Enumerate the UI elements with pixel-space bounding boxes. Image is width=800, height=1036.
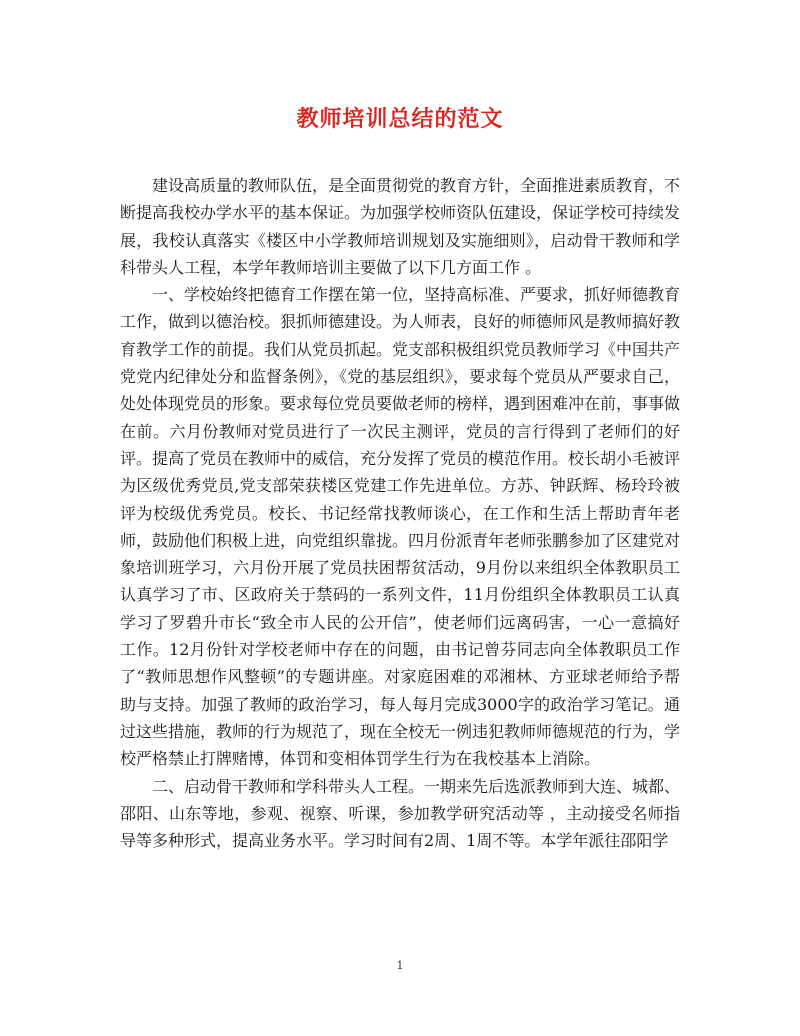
document-title: 教师培训总结的范文 xyxy=(296,107,504,132)
paragraph-section-one: 一、学校始终把德育工作摆在第一位，坚持高标准、严要求，抓好师德教育工作，做到以德治校。狠抓师德建设。为人师表，良好的师德师风是教师搞好教育教学工作的前提。我们从党员抓起。党支部积极组织党员教师学习《中国共产党党内纪律处分和监督条例》，《党的基层组织》，要求每个党员从严要求自己，处处体现党员的形象。要求每位党员要做老师的榜样，遇到困难冲在前，事事做在前。六月份教师对党员进行了一次民主测评，党员的言行得到了老师们的好评。提高了党员在教师中的威信，充分发挥了党员的模范作用。校长胡小毛被评为区级优秀党员,党支部荣获楼区党建工作先进单位。方苏、钟跃辉、杨玲玲被评为校级优秀党员。校长、书记经常找教师谈心，在工作和生活上帮助青年老师，鼓励他们积极上进，向党组织靠拢。四月份派青年老师张鹏参加了区建党对象培训班学习，六月份开展了党员扶困帮贫活动，9月份以来组织全体教职员工认真学习了市、区政府关于禁码的一系列文件，11月份组织全体教职员工认真学习了罗碧升市长“致全市人民的公开信”，使老师们远离码害，一心一意搞好工作。12月份针对学校老师中存在的问题，由书记曾芬同志向全体教职员工作了“教师思想作风整顿”的专题讲座。对家庭困难的邓湘林、方亚球老师给予帮助与支持。加强了教师的政治学习，每人每月完成3000字的政治学习笔记。通过这些措施，教师的行为规范了，现在全校无一例违犯教师师德规范的行为，学校严格禁止打牌赌博，体罚和变相体罚学生行为在我校基本上消除。 xyxy=(120,285,681,769)
paragraph-section-two: 二、启动骨干教师和学科带头人工程。一期来先后选派教师到大连、城都、邵阳、山东等地，参观、视察、听课，参加教学研究活动等 ，主动接受名师指导等多种形式，提高业务水平。学习时间有2周、1周不等。本学年派往邵阳学 xyxy=(120,776,681,851)
paragraph-intro: 建设高质量的教师队伍，是全面贯彻党的教育方针，全面推进素质教育，不断提高我校办学水平的基本保证。为加强学校师资队伍建设，保证学校可持续发展，我校认真落实《楼区中小学教师培训规划及实施细则》，启动骨干教师和学科带头人工程，本学年教师培训主要做了以下几方面工作 。 xyxy=(120,176,681,277)
document-body xyxy=(120,172,680,854)
page-number: 1 xyxy=(396,959,404,972)
